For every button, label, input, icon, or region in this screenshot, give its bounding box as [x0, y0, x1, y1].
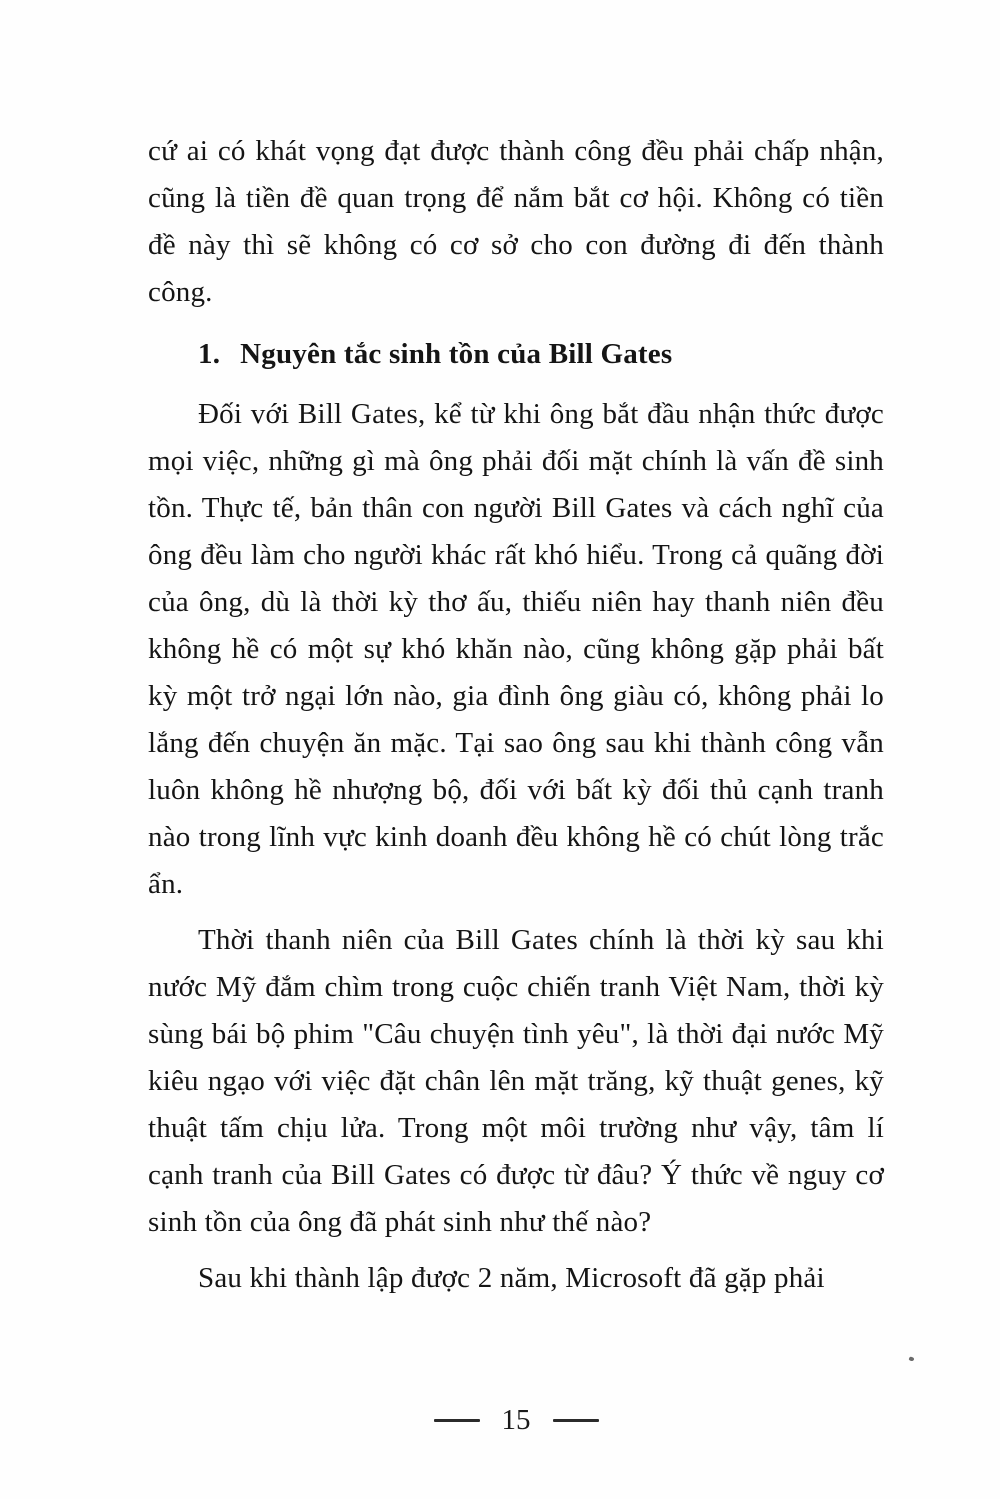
page-number: 15: [501, 1404, 531, 1437]
paragraph: Sau khi thành lập được 2 năm, Microsoft đã gặp phải: [198, 1262, 825, 1294]
paragraph: Thời thanh niên của Bill Gates chính là thời kỳ sau khi nước Mỹ đắm chìm trong cuộc chiến tranh Việt Nam, thời kỳ sùng bái bộ phim "Câu chuyện tình yêu", là thời đại nước Mỹ kiêu ngạo với việc đặt chân lên mặt trăng, kỹ thuật genes, kỹ thuật tấm chịu lửa. Trong một môi trường như vậy, tâm lí cạnh tranh của Bill Gates có được từ đâu? Ý thức về nguy cơ sinh tồn của ông đã phát sinh như thế nào?: [148, 924, 884, 1238]
scan-artifact-speck: [908, 1356, 914, 1362]
paragraph: Đối với Bill Gates, kể từ khi ông bắt đầu nhận thức được mọi việc, những gì mà ông phải đối mặt chính là vấn đề sinh tồn. Thực tế, bản thân con người Bill Gates và cách nghĩ của ông đều làm cho người khác rất khó hiểu. Trong cả quãng đời của ông, dù là thời kỳ thơ ấu, thiếu niên hay thanh niên đều không hề có một sự khó khăn nào, cũng không gặp phải bất kỳ một trở ngại lớn nào, gia đình ông giàu có, không phải lo lắng đến chuyện ăn mặc. Tại sao ông sau khi thành công vẫn luôn không hề nhượng bộ, đối với bất kỳ đối thủ cạnh tranh nào trong lĩnh vực kinh doanh đều không hề có chút lòng trắc ẩn.: [148, 398, 884, 900]
footer-dash-right-icon: [553, 1419, 599, 1422]
section-heading: [148, 331, 884, 378]
page-text-block: [148, 128, 884, 1311]
page-footer: [148, 1398, 884, 1440]
section-heading-number: 1.: [198, 338, 221, 370]
footer-dash-left-icon: [434, 1419, 480, 1422]
paragraph-continuation: cứ ai có khát vọng đạt được thành công đều phải chấp nhận, cũng là tiền đề quan trọng để nắm bắt cơ hội. Không có tiền đề này thì sẽ không có cơ sở cho con đường đi đến thành công.: [148, 135, 884, 308]
section-heading-title: Nguyên tắc sinh tồn của Bill Gates: [240, 338, 673, 370]
